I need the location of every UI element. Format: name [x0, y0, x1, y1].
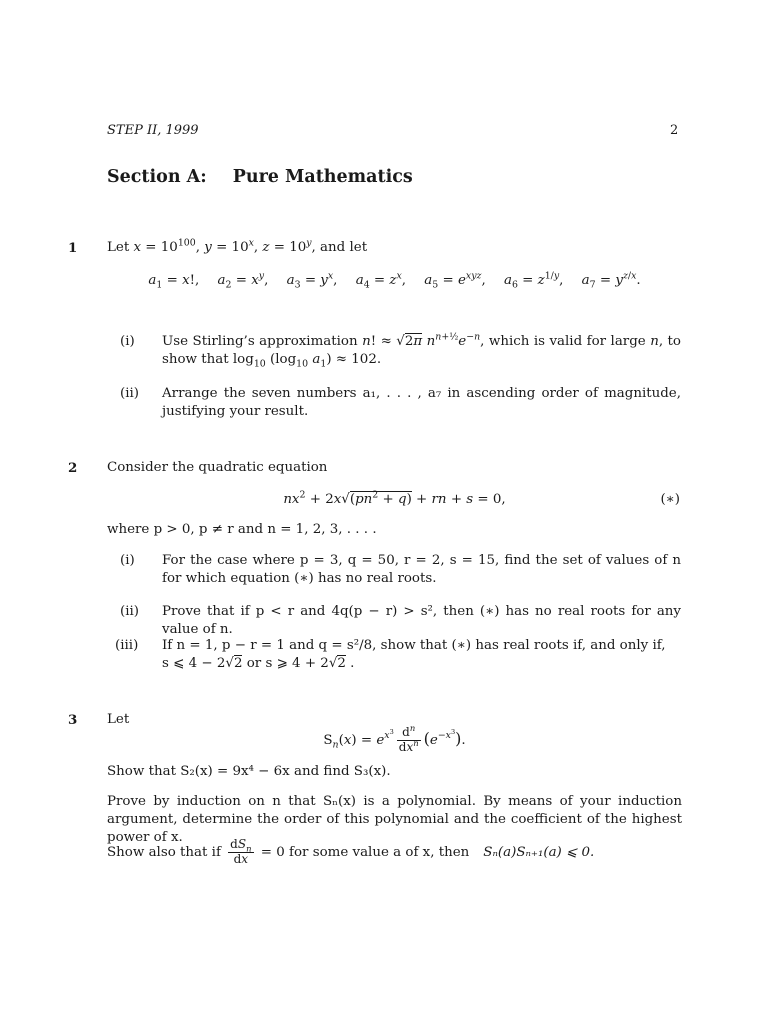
question-number-2: 2	[68, 460, 78, 476]
q2-part-ii-label: (ii)	[120, 604, 140, 619]
q2-part-i-text: For the case where p = 3, q = 50, r = 2, s = 15, find the set of values of n for which equation (∗) has no real roots.	[162, 553, 681, 587]
section-label: Section A:	[107, 167, 207, 187]
q1-part-i-text: Use Stirling’s approximation n! ≈ √2π $n^{n+\frac{1}{2}}e^{-n}$, which is valid for large n, to show that $\log_{10} (\log_{10}$ $a_1) \approx 102$.	[162, 331, 681, 370]
question-number-1: 1	[68, 240, 78, 256]
header-exam-name: STEP II, 1999	[107, 123, 199, 138]
question-number-3: 3	[68, 712, 78, 728]
section-name: Pure Mathematics	[232, 167, 413, 187]
q1-part-i-label: (i)	[120, 334, 135, 349]
q1-definitions-equation: $a_1 = x$!, $a_2 = x^y$, $a_3 = y^x$, $a_4 = z^x$, $a_5 = e^{xyz}$, $a_6 = z^{1/y}$, $a_7 = y^{z/x}$.	[148, 270, 641, 291]
q2-intro: Consider the quadratic equation	[107, 460, 328, 475]
q2-equation-tag: (∗)	[660, 492, 680, 507]
q1-intro: Let $x = 10^{100}$, $y = 10^x$, $z = 10^y$, and let	[107, 237, 368, 255]
q3-intro: Let	[107, 712, 130, 727]
q2-main-equation: $nx^2 + 2x√(pn^2 + q)$ + rn + s = 0,	[283, 489, 506, 507]
page-number: 2	[670, 123, 679, 138]
q1-part-ii-text: Arrange the seven numbers a₁, . . . , a₇ in ascending order of magnitude, justifying your result.	[162, 386, 681, 420]
q2-part-iii-label: (iii)	[115, 638, 139, 653]
q2-part-ii-text: Prove that if p < r and 4q(p − r) > s², then (∗) has no real roots for any value of n.	[162, 604, 681, 638]
q2-part-iii-text: If n = 1, p − r = 1 and q = s²/8, show that (∗) has real roots if, and only if, s ⩽ 4 − 2√2 or s ⩾ 4 + 2√2 .	[162, 638, 666, 672]
q3-definition-equation: $S_n(x) = e^{x^3}$ $\frac{d^n}{dx^n}$ $(e^{-x^3})$.	[323, 723, 466, 754]
q2-where: where p > 0, p ≠ r and n = 1, 2, 3, . . . .	[107, 522, 377, 537]
q2-part-i-label: (i)	[120, 553, 135, 568]
q3-last-line: Show also that if $\frac{dS_n}{dx}$ = 0 for some value a of x, then Sₙ(a)Sₙ₊₁(a) ⩽ 0.	[107, 837, 595, 866]
q3-prove-text: Prove by induction on n that Sₙ(x) is a polynomial. By means of your induction argument, determine the order of this polynomial and the coefficient of the highest power of x.	[107, 794, 682, 846]
q1-part-ii-label: (ii)	[120, 386, 140, 401]
q3-show-line: Show that S₂(x) = 9x⁴ − 6x and find S₃(x).	[107, 764, 391, 779]
section-title	[107, 166, 413, 190]
